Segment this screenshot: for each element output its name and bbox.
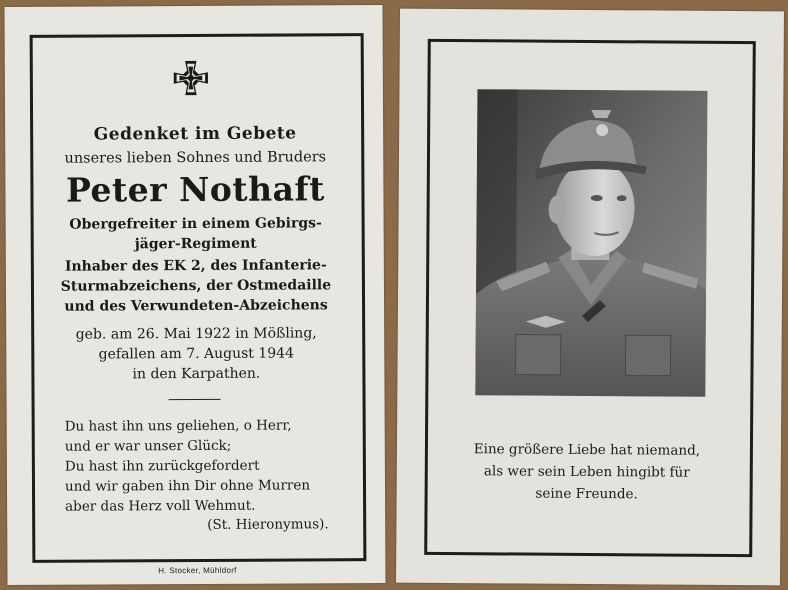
rank-line-2: jäger-Regiment bbox=[134, 235, 257, 253]
rank-line-1: Obergefreiter in einem Gebirgs- bbox=[69, 215, 322, 233]
birth-date: geb. am 26. Mai 1922 in Mößling, bbox=[75, 325, 317, 343]
printer-imprint: H. Stocker, Mühldorf bbox=[158, 565, 237, 576]
soldier-portrait-image bbox=[475, 89, 707, 397]
verse-line: Eine größere Liebe hat niemand, bbox=[473, 441, 701, 459]
honors-line-1: Inhaber des EK 2, des Infanterie- bbox=[64, 257, 327, 275]
poem-line: und er war unser Glück; bbox=[64, 437, 232, 455]
verse-line: seine Freunde. bbox=[535, 485, 638, 503]
verse-line: als wer sein Leben hingibt für bbox=[483, 463, 690, 481]
poem-line: aber das Herz voll Wehmut. bbox=[65, 497, 256, 515]
poem-line: Du hast ihn uns geliehen, o Herr, bbox=[64, 417, 292, 435]
death-place: in den Karpathen. bbox=[132, 365, 261, 383]
memorial-card-text-side bbox=[4, 5, 385, 585]
poem-line: Du hast ihn zurückgefordert bbox=[64, 457, 260, 475]
portrait-photo bbox=[475, 89, 707, 397]
poem-line: und wir gaben ihn Dir ohne Murren bbox=[64, 477, 311, 495]
memorial-card-photo-side bbox=[396, 9, 784, 586]
honors-line-3: und des Verwundeten-Abzeichens bbox=[64, 297, 328, 315]
poem-author: (St. Hieronymus). bbox=[207, 516, 329, 533]
death-date: gefallen am 7. August 1944 bbox=[98, 345, 295, 363]
heading: Gedenket im Gebete bbox=[93, 123, 297, 145]
honors-line-2: Sturmabzeichens, der Ostmedaille bbox=[60, 277, 332, 295]
iron-cross-icon bbox=[172, 59, 210, 97]
subheading: unseres lieben Sohnes und Bruders bbox=[64, 149, 327, 167]
deceased-name: Peter Nothaft bbox=[65, 169, 325, 210]
